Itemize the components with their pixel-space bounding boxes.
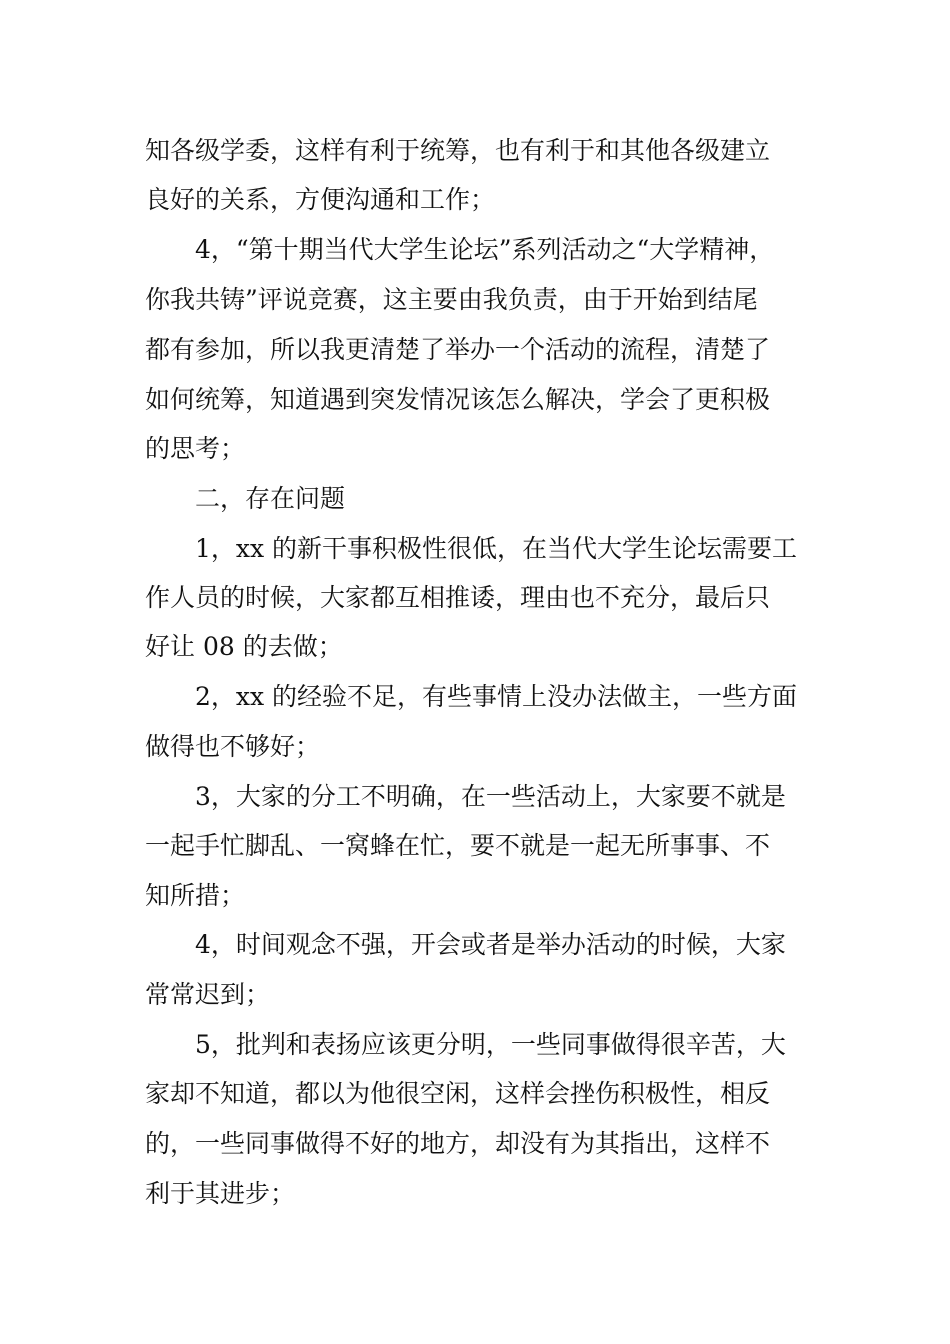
text-line: 的，一些同事做得不好的地方，却没有为其指出，这样不	[145, 1129, 771, 1158]
text-line: 常常迟到；	[145, 980, 271, 1009]
text-line: 好让 08 的去做；	[145, 632, 343, 661]
text-line: 知所措；	[145, 881, 246, 910]
paragraph-start-line: 1，xx 的新干事积极性很低，在当代大学生论坛需要工	[195, 534, 798, 563]
text-line: 做得也不够好；	[145, 732, 321, 761]
text-line: 知各级学委，这样有利于统筹，也有利于和其他各级建立	[145, 136, 771, 165]
section-heading: 二，存在问题	[195, 484, 346, 513]
text-line: 一起手忙脚乱、一窝蜂在忙，要不就是一起无所事事、不	[145, 831, 771, 860]
paragraph-start-line: 2，xx 的经验不足，有些事情上没办法做主，一些方面	[195, 682, 798, 711]
paragraph-start-line: 5，批判和表扬应该更分明，一些同事做得很辛苦，大	[195, 1030, 786, 1059]
text-line: 如何统筹，知道遇到突发情况该怎么解决，学会了更积极	[145, 385, 771, 414]
text-line: 都有参加，所以我更清楚了举办一个活动的流程，清楚了	[145, 335, 771, 364]
text-line: 的思考；	[145, 434, 246, 463]
paragraph-start-line: 4，时间观念不强，开会或者是举办活动的时候，大家	[195, 930, 786, 959]
text-line: 良好的关系，方便沟通和工作；	[145, 185, 496, 214]
text-line: 利于其进步；	[145, 1179, 296, 1208]
text-line: 你我共铸”评说竞赛，这主要由我负责，由于开始到结尾	[145, 285, 758, 314]
paragraph-start-line: 3，大家的分工不明确，在一些活动上，大家要不就是	[195, 782, 786, 811]
text-line: 作人员的时候，大家都互相推诿，理由也不充分，最后只	[145, 583, 771, 612]
text-line: 家却不知道，都以为他很空闲，这样会挫伤积极性，相反	[145, 1079, 771, 1108]
paragraph-start-line: 4，“第十期当代大学生论坛”系列活动之“大学精神，	[195, 235, 775, 264]
